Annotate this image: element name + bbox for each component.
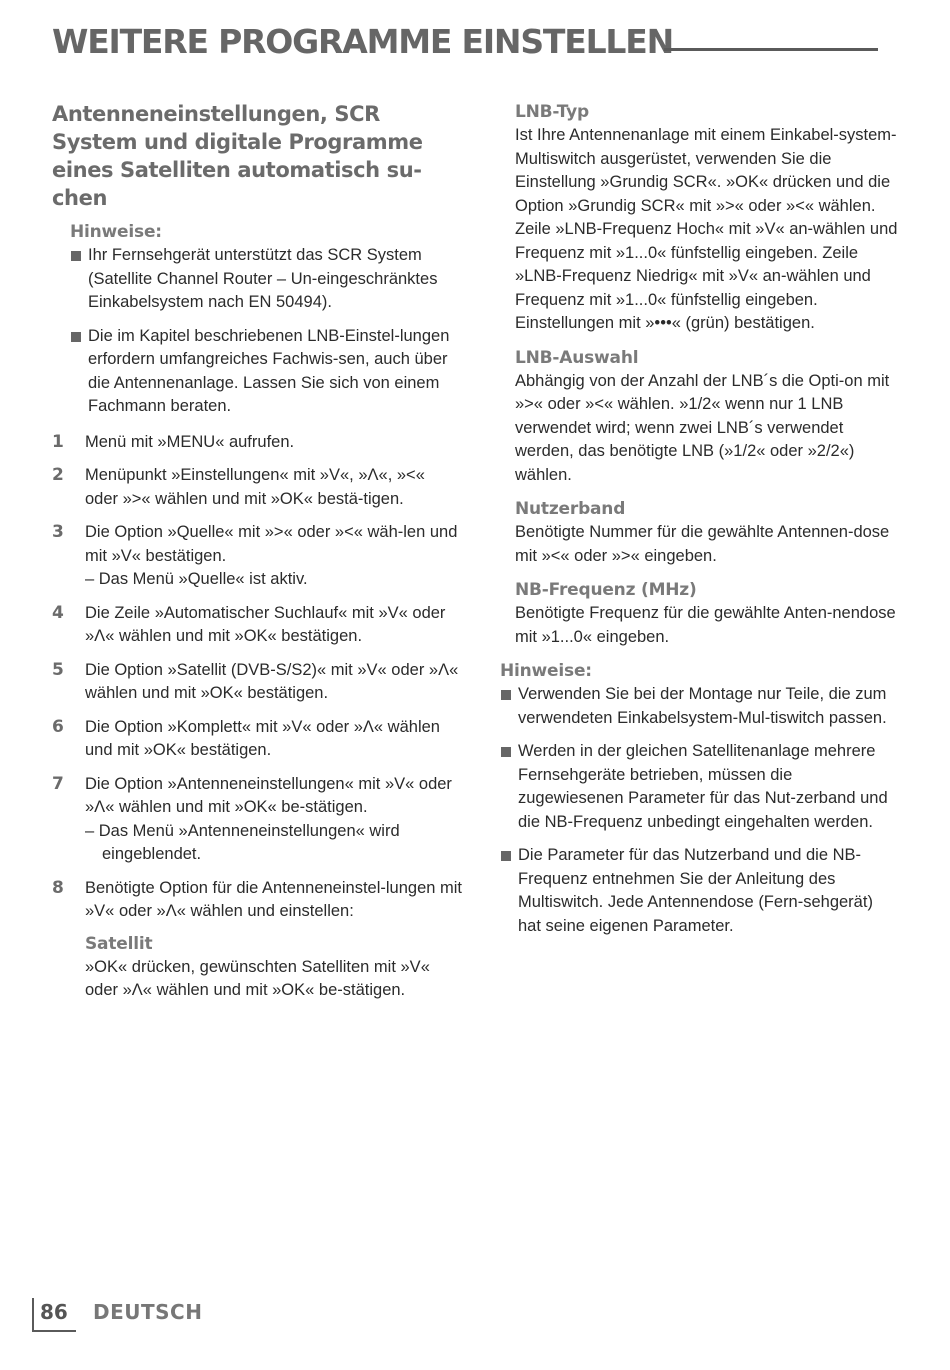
- step-number: 6: [52, 716, 64, 737]
- subsection-heading: Satellit: [85, 933, 153, 954]
- step-text: Die Option »Antenneneinstellungen« mit »V« oder »Λ« wählen und mit »OK« be-stätigen.: [85, 774, 452, 816]
- step-item: [52, 602, 462, 649]
- step-text: Die Zeile »Automatischer Suchlauf« mit »V« oder »Λ« wählen und mit »OK« bestätigen.: [85, 603, 446, 645]
- page-number: 86: [40, 1300, 68, 1324]
- step-item: [52, 877, 462, 1003]
- square-bullet-icon: [501, 747, 511, 757]
- square-bullet-icon: [501, 690, 511, 700]
- notes-heading: Hinweise:: [70, 222, 162, 242]
- note-text: Verwenden Sie bei der Montage nur Teile, die zum verwendeten Einkabelsystem-Mul-tiswitch passen.: [518, 685, 887, 727]
- note-item: [500, 844, 900, 938]
- notes-block-right: [500, 659, 900, 938]
- step-item: [52, 773, 462, 867]
- note-item: [70, 325, 462, 419]
- step-number: 2: [52, 465, 64, 485]
- step-text: Die Option »Komplett« mit »V« oder »Λ« wählen und mit »OK« bestätigen.: [85, 717, 440, 759]
- step-text: Die Option »Quelle« mit »>« oder »<« wäh-len und mit »V« bestätigen.: [85, 523, 458, 565]
- step-item: [52, 464, 462, 511]
- note-text: Werden in der gleichen Satellitenanlage mehrere Fernsehgeräte betrieben, müssen die zugewiesenen Parameter für das Nut-zerband und die NB-Frequenz unbedingt eingehalten werden.: [518, 742, 888, 831]
- square-bullet-icon: [71, 332, 81, 342]
- step-text: Die Option »Satellit (DVB-S/S2)« mit »V« oder »Λ« wählen und mit »OK« bestätigen.: [85, 660, 459, 702]
- step-item: [52, 521, 462, 592]
- setting-block: [515, 497, 900, 568]
- step-subnote: – Das Menü »Antenneneinstellungen« wird eingeblendet.: [85, 821, 400, 863]
- note-text: Ihr Fernsehgerät unterstützt das SCR System (Satellite Channel Router – Un-eingeschränktes Einkabelsystem nach EN 50494).: [88, 246, 438, 311]
- step-text: Benötigte Option für die Antenneneinstel-lungen mit »V« oder »Λ« wählen und einstellen:: [85, 878, 463, 920]
- title-rule: [664, 48, 878, 51]
- setting-heading: Nutzerband: [515, 499, 626, 519]
- setting-block: [515, 100, 900, 336]
- notes-heading: Hinweise:: [500, 661, 592, 681]
- step-subnote: – Das Menü »Quelle« ist aktiv.: [85, 570, 308, 588]
- step-text: Menüpunkt »Einstellungen« mit »V«, »Λ«, »<« oder »>« wählen und mit »OK« bestä-tigen.: [85, 466, 425, 508]
- step-number: 1: [52, 431, 64, 452]
- step-number: 8: [52, 877, 64, 898]
- step-subsection: [85, 932, 462, 1003]
- section-heading: Antenneneinstellungen, SCR System und digitale Programme eines Satelliten automatisch su-chen: [52, 102, 423, 210]
- step-item: [52, 659, 462, 706]
- subsection-text: »OK« drücken, gewünschten Satelliten mit »V« oder »Λ« wählen und mit »OK« be-stätigen.: [85, 957, 430, 999]
- setting-heading: NB-Frequenz (MHz): [515, 580, 697, 600]
- setting-text: Ist Ihre Antennenanlage mit einem Einkabel-system-Multiswitch ausgerüstet, verwenden Sie die Einstellung »Grundig SCR«. »OK« drücken und die Option »Grundig SCR« mit »>« oder »<« wählen. Zeile »LNB-Frequenz Hoch« mit »V« an-wählen und Frequenz mit »1...0« fünfstellig eingeben. Zeile »LNB-Frequenz Niedrig« mit »V« an-wählen und Frequenz mit »1...0« fünfstellig eingeben. Einstellungen mit »•••« (grün) bestätigen.: [515, 126, 898, 332]
- note-item: [500, 683, 900, 730]
- note-item: [70, 244, 462, 315]
- page-title: WEITERE PROGRAMME EINSTELLEN: [52, 22, 673, 61]
- left-column: [52, 100, 462, 1013]
- setting-text: Benötigte Nummer für die gewählte Antennen-dose mit »<« oder »>« eingeben.: [515, 523, 890, 565]
- footer-language: DEUTSCH: [93, 1300, 203, 1324]
- step-number: 3: [52, 522, 64, 542]
- setting-heading: LNB-Auswahl: [515, 347, 639, 368]
- note-text: Die Parameter für das Nutzerband und die NB-Frequenz entnehmen Sie der Anleitung des Multiswitch. Jede Antennendose (Fern-sehgerät) hat seine eigenen Parameter.: [518, 846, 873, 935]
- step-item: [52, 716, 462, 763]
- step-item: [52, 431, 462, 455]
- right-column: [500, 100, 900, 948]
- note-item: [500, 740, 900, 834]
- setting-block: [515, 346, 900, 488]
- setting-block: [515, 578, 900, 649]
- note-text: Die im Kapitel beschriebenen LNB-Einstel-lungen erfordern umfangreiches Fachwis-sen, auch über die Antennenanlage. Lassen Sie sich von einem Fachmann beraten.: [88, 326, 450, 415]
- notes-block-left: [70, 220, 462, 419]
- step-number: 5: [52, 659, 64, 680]
- setting-text: Abhängig von der Anzahl der LNB´s die Opti-on mit »>« oder »<« wählen. »1/2« wenn nur 1 LNB verwendet wird; wenn zwei LNB´s verwendet werden, das benötigte LNB (»1/2« oder »2/2«) wählen.: [515, 371, 890, 484]
- step-number: 7: [52, 773, 64, 794]
- step-text: Menü mit »MENU« aufrufen.: [85, 432, 295, 451]
- square-bullet-icon: [71, 251, 81, 261]
- setting-heading: LNB-Typ: [515, 102, 590, 122]
- square-bullet-icon: [501, 851, 511, 861]
- steps-list: [52, 431, 462, 1003]
- setting-text: Benötigte Frequenz für die gewählte Anten-nendose mit »1...0« eingeben.: [515, 604, 896, 646]
- step-number: 4: [52, 602, 64, 623]
